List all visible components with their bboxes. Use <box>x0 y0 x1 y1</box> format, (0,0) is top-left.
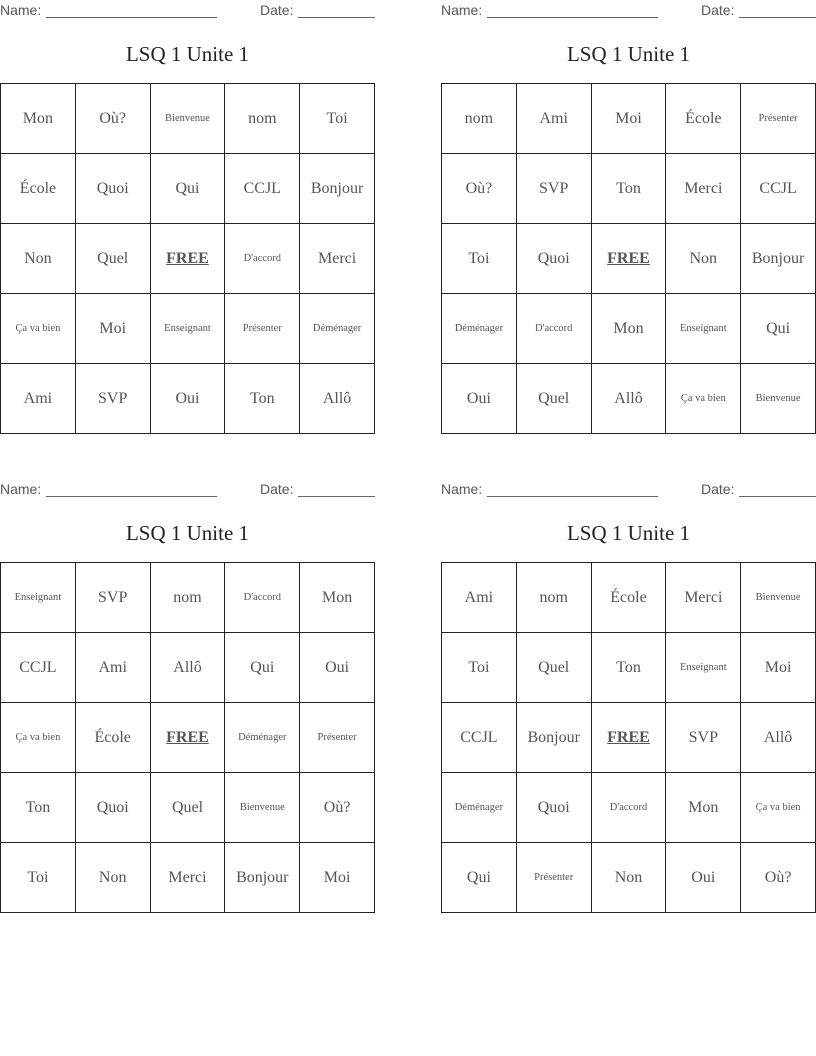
bingo-cell: Quel <box>517 364 592 434</box>
bingo-cell: Bienvenue <box>225 773 300 843</box>
bingo-cell: Merci <box>666 154 741 224</box>
bingo-cell: Présenter <box>225 294 300 364</box>
bingo-cell: Enseignant <box>666 294 741 364</box>
bingo-cell: Merci <box>300 224 375 294</box>
date-line <box>298 17 375 18</box>
bingo-cell: Non <box>666 224 741 294</box>
bingo-cell: Présenter <box>517 843 592 913</box>
bingo-cell: Non <box>592 843 667 913</box>
bingo-cell: Bonjour <box>741 224 816 294</box>
bingo-cell: Ça va bien <box>1 294 76 364</box>
bingo-cell: nom <box>517 563 592 633</box>
bingo-cell: Moi <box>741 633 816 703</box>
bingo-cell: nom <box>151 563 226 633</box>
bingo-cell: D'accord <box>225 563 300 633</box>
bingo-cell: Mon <box>300 563 375 633</box>
bingo-cell: Moi <box>592 84 667 154</box>
bingo-cell: Mon <box>1 84 76 154</box>
date-label: Date: <box>701 2 735 18</box>
bingo-cell: Qui <box>442 843 517 913</box>
card-header <box>0 2 375 20</box>
bingo-cell: Allô <box>300 364 375 434</box>
date-label: Date: <box>701 481 735 497</box>
card-title: LSQ 1 Unite 1 <box>566 42 691 66</box>
bingo-cell: Ça va bien <box>741 773 816 843</box>
free-space-cell: FREE <box>151 224 226 294</box>
bingo-cell: Ton <box>592 633 667 703</box>
name-line <box>487 496 658 497</box>
bingo-cell: Où? <box>300 773 375 843</box>
bingo-cell: Qui <box>741 294 816 364</box>
bingo-cell: Où? <box>442 154 517 224</box>
bingo-card <box>0 0 375 434</box>
bingo-card <box>441 0 816 434</box>
card-header <box>0 481 375 499</box>
bingo-cell: Bonjour <box>517 703 592 773</box>
bingo-cell: Merci <box>666 563 741 633</box>
date-label: Date: <box>260 2 294 18</box>
bingo-card <box>0 479 375 913</box>
bingo-cell: Enseignant <box>1 563 76 633</box>
bingo-cell: CCJL <box>741 154 816 224</box>
bingo-cell: D'accord <box>517 294 592 364</box>
bingo-cell: CCJL <box>1 633 76 703</box>
bingo-cell: Oui <box>666 843 741 913</box>
bingo-cell: Quoi <box>517 224 592 294</box>
bingo-cell: École <box>666 84 741 154</box>
bingo-cell: Quel <box>76 224 151 294</box>
bingo-cell: Présenter <box>741 84 816 154</box>
bingo-cell: Présenter <box>300 703 375 773</box>
bingo-cell: Qui <box>151 154 226 224</box>
bingo-cell: Toi <box>300 84 375 154</box>
bingo-cell: Enseignant <box>666 633 741 703</box>
date-label: Date: <box>260 481 294 497</box>
bingo-cell: Déménager <box>225 703 300 773</box>
card-title: LSQ 1 Unite 1 <box>566 521 691 545</box>
bingo-cell: Quel <box>151 773 226 843</box>
bingo-cell: Allô <box>151 633 226 703</box>
free-space-cell: FREE <box>592 703 667 773</box>
bingo-cell: Ami <box>442 563 517 633</box>
date-line <box>739 496 816 497</box>
bingo-grid <box>0 562 375 913</box>
bingo-cell: Merci <box>151 843 226 913</box>
bingo-cell: D'accord <box>225 224 300 294</box>
card-header <box>441 481 816 499</box>
name-line <box>46 496 217 497</box>
bingo-cell: Non <box>76 843 151 913</box>
name-label: Name: <box>441 481 483 497</box>
bingo-cell: Enseignant <box>151 294 226 364</box>
bingo-cell: nom <box>442 84 517 154</box>
bingo-cell: Déménager <box>442 294 517 364</box>
bingo-grid <box>0 83 375 434</box>
bingo-cell: Quoi <box>76 773 151 843</box>
bingo-cell: Bonjour <box>225 843 300 913</box>
bingo-cell: SVP <box>76 563 151 633</box>
bingo-cell: Moi <box>300 843 375 913</box>
bingo-cell: SVP <box>517 154 592 224</box>
bingo-cell: Non <box>1 224 76 294</box>
free-space-cell: FREE <box>592 224 667 294</box>
name-line <box>487 17 658 18</box>
name-line <box>46 17 217 18</box>
bingo-cell: D'accord <box>592 773 667 843</box>
bingo-cell: Toi <box>1 843 76 913</box>
bingo-cell: Ton <box>592 154 667 224</box>
bingo-cell: Ami <box>517 84 592 154</box>
bingo-cell: Où? <box>76 84 151 154</box>
bingo-cell: Ton <box>1 773 76 843</box>
free-space-cell: FREE <box>151 703 226 773</box>
bingo-cell: CCJL <box>225 154 300 224</box>
bingo-cell: Toi <box>442 633 517 703</box>
bingo-cell: Mon <box>592 294 667 364</box>
bingo-cell: Allô <box>592 364 667 434</box>
bingo-grid <box>441 83 816 434</box>
bingo-cell: Ami <box>1 364 76 434</box>
bingo-cell: Quoi <box>76 154 151 224</box>
card-header <box>441 2 816 20</box>
bingo-cell: Déménager <box>300 294 375 364</box>
bingo-cell: Oui <box>300 633 375 703</box>
bingo-cell: Moi <box>76 294 151 364</box>
bingo-cell: Bonjour <box>300 154 375 224</box>
bingo-cell: Toi <box>442 224 517 294</box>
bingo-cell: Ton <box>225 364 300 434</box>
bingo-cell: Bienvenue <box>151 84 226 154</box>
bingo-cell: Mon <box>666 773 741 843</box>
card-title: LSQ 1 Unite 1 <box>125 521 250 545</box>
bingo-cell: SVP <box>76 364 151 434</box>
bingo-cell: SVP <box>666 703 741 773</box>
bingo-card <box>441 479 816 913</box>
bingo-cell: Bienvenue <box>741 364 816 434</box>
bingo-cell: Qui <box>225 633 300 703</box>
name-label: Name: <box>0 2 42 18</box>
bingo-cell: Déménager <box>442 773 517 843</box>
name-label: Name: <box>441 2 483 18</box>
bingo-cell: Bienvenue <box>741 563 816 633</box>
bingo-cell: Ça va bien <box>666 364 741 434</box>
bingo-cell: École <box>76 703 151 773</box>
bingo-cell: École <box>592 563 667 633</box>
bingo-cell: Ami <box>76 633 151 703</box>
date-line <box>739 17 816 18</box>
card-title: LSQ 1 Unite 1 <box>125 42 250 66</box>
date-line <box>298 496 375 497</box>
bingo-cell: Quoi <box>517 773 592 843</box>
name-label: Name: <box>0 481 42 497</box>
bingo-grid <box>441 562 816 913</box>
bingo-cell: Allô <box>741 703 816 773</box>
bingo-cell: Quel <box>517 633 592 703</box>
bingo-cell: Oui <box>151 364 226 434</box>
bingo-cell: nom <box>225 84 300 154</box>
bingo-cell: Ça va bien <box>1 703 76 773</box>
bingo-cell: Où? <box>741 843 816 913</box>
bingo-cell: CCJL <box>442 703 517 773</box>
bingo-cell: Oui <box>442 364 517 434</box>
bingo-cell: École <box>1 154 76 224</box>
